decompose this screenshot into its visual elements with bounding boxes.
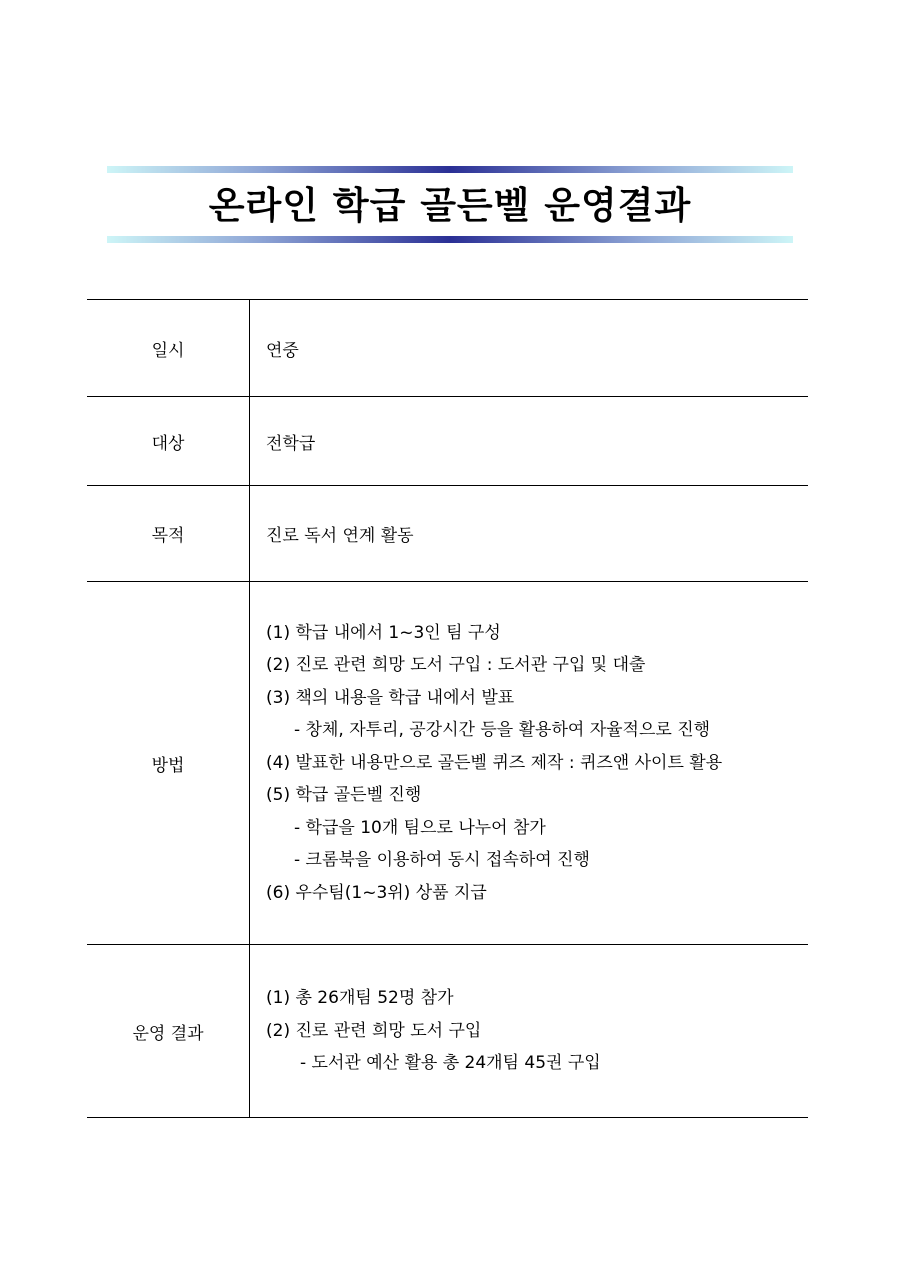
row-value-result (250, 945, 809, 1118)
title-bottom-bar (107, 236, 793, 243)
table-row-purpose (87, 486, 808, 582)
title-top-bar (107, 166, 793, 173)
result-line-2-sub: - 도서관 예산 활용 총 24개팀 45권 구입 (300, 1053, 601, 1074)
method-line-3: (3) 책의 내용을 학급 내에서 발표 (266, 687, 515, 708)
title-banner (107, 166, 793, 246)
table-row-date (87, 300, 808, 397)
method-line-5: (5) 학급 골든벨 진행 (266, 785, 422, 806)
info-table (87, 299, 808, 1118)
table-row-target (87, 397, 808, 486)
result-line-1: (1) 총 26개팀 52명 참가 (266, 988, 454, 1009)
row-label-target: 대상 (87, 397, 250, 486)
table-row-result (87, 945, 808, 1118)
row-value-date: 연중 (250, 300, 809, 397)
table-row-method (87, 582, 808, 945)
method-line-5-sub-2: - 크롬북을 이용하여 동시 접속하여 진행 (294, 850, 590, 871)
row-label-method: 방법 (87, 582, 250, 945)
method-line-4: (4) 발표한 내용만으로 골든벨 퀴즈 제작 : 퀴즈앤 사이트 활용 (266, 752, 723, 773)
method-line-3-sub: - 창체, 자투리, 공강시간 등을 활용하여 자율적으로 진행 (294, 720, 711, 741)
method-line-1: (1) 학급 내에서 1~3인 팀 구성 (266, 622, 501, 643)
page-title: 온라인 학급 골든벨 운영결과 (208, 184, 692, 227)
method-line-6: (6) 우수팀(1~3위) 상품 지급 (266, 882, 487, 903)
method-line-5-sub-1: - 학급을 10개 팀으로 나누어 참가 (294, 817, 546, 838)
row-label-date: 일시 (87, 300, 250, 397)
row-value-method (250, 582, 809, 945)
result-line-2: (2) 진로 관련 희망 도서 구입 (266, 1020, 482, 1041)
row-label-result: 운영 결과 (87, 945, 250, 1118)
method-line-2: (2) 진로 관련 희망 도서 구입 : 도서관 구입 및 대출 (266, 655, 646, 676)
row-value-purpose: 진로 독서 연계 활동 (250, 486, 809, 582)
row-value-target: 전학급 (250, 397, 809, 486)
row-label-purpose: 목적 (87, 486, 250, 582)
